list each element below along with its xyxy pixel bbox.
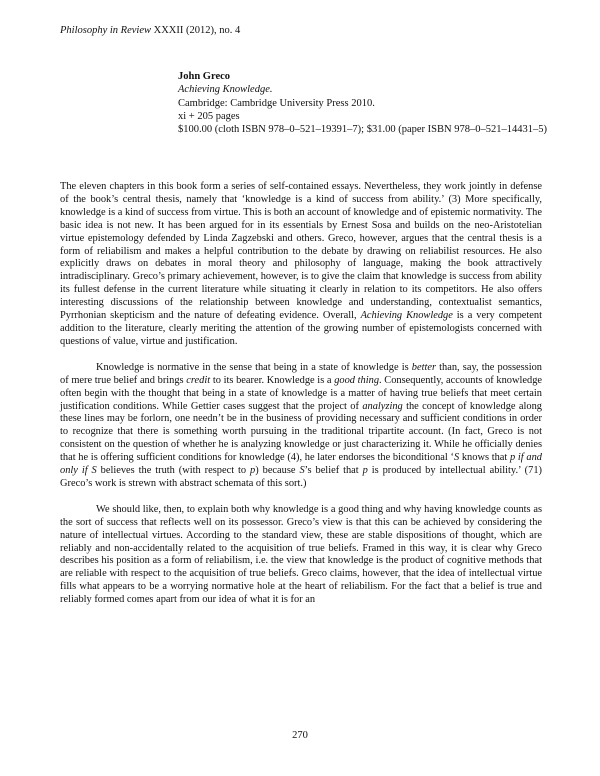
book-citation bbox=[178, 70, 548, 136]
book-author: John Greco bbox=[178, 71, 231, 82]
page-number: 270 bbox=[292, 730, 308, 741]
book-title: Achieving Knowledge. bbox=[178, 84, 273, 96]
journal-volume: XXXII (2012), no. 4 bbox=[150, 25, 241, 36]
journal-header bbox=[60, 24, 240, 37]
paragraph-2: Knowledge is normative in the sense that being in a state of knowledge is better than, say, the possession of mere true belief and brings credit to its bearer. Knowledge is a good thing. Consequently, accounts of knowledge often begin with the thought that being in a state of knowledge is a matter of having true beliefs that meet certain justification conditions. While Gettier cases suggest that the project of analyzing the concept of knowledge along these lines may be forlorn, one needn’t be in the business of providing necessary and sufficient conditions in order to recognize that there is something worth pursuing in the traditional tripartite account. (In fact, Greco is not consistent on the question of whether he is analyzing knowledge or just characterizing it. While he officially denies that he is offering sufficient conditions for knowledge (4), he later endorses the biconditional ‘S knows that p if and only if S believes the truth (with respect to p) because S’s belief that p is produced by intellectual ability.’ (71) Greco’s work is strewn with abstract schemata of this sort.) bbox=[60, 361, 543, 489]
book-pages: xi + 205 pages bbox=[178, 110, 240, 122]
book-publisher: Cambridge: Cambridge University Press 2010. bbox=[178, 97, 375, 109]
book-title-inline: Achieving Knowledge bbox=[360, 310, 453, 322]
paragraph-1: The eleven chapters in this book form a series of self-contained essays. Nevertheless, they work jointly in defense of the book’s central thesis, namely that ‘knowledge is a kind of success from ability.’ (3) More specifically, knowledge is a kind of success from virtue. This is both an account of knowledge and of epistemic normativity. The basic idea is not new. It has been argued for in its essentials by Ernest Sosa and builds on the neo-Aristotelian virtue epistemology defended by Linda Zagzebski and others. Greco, however, argues that the central thesis is a form of reliabilism and makes a helpful contribution to the debate by drawing on reliabilist resources. He also explicitly draws on debates in moral theory and philosophy of language, making the book attractively intradisciplinary. Greco’s primary achievement, however, is to give the claim that knowledge is success from ability its fullest defense in the current literature while situating it clearly in relation to its competitors. He also offers interesting discussions of the relationship between knowledge and understanding, contextualist semantics, Pyrrhonian skepticism and the nature of defeating evidence. Overall, Achieving Knowledge is a very competent addition to the literature, clearly meriting the attention of the growing number of epistemologists concerned with questions of value, virtue and justification. bbox=[60, 181, 542, 347]
book-price: $100.00 (cloth ISBN 978–0–521–19391–7); $31.00 (paper ISBN 978–0–521–14431–5) bbox=[178, 124, 547, 136]
review-body bbox=[60, 181, 542, 620]
paragraph-3: We should like, then, to explain both why knowledge is a good thing and why having knowledge counts as the sort of success that reflects well on its possessor. Greco’s view is that this can be achieved by considering the nature of intellectual virtues. According to the standard view, these are stable dispositions of thought, which are reliably and non-accidentally related to the acquisition of true beliefs. Framed in this way, it is clear why Greco describes his position as a form of reliabilism, i.e. the view that knowledge is the product of cognitive methods that are reliable with respect to the acquisition of true beliefs. Greco claims, however, that the idea of intellectual virtue fills what appears to be a worrying normative hole at the heart of reliabilism. For the fact that a belief is true and reliably formed comes apart from our idea of what it is for an bbox=[60, 503, 542, 606]
journal-title: Philosophy in Review bbox=[60, 25, 151, 36]
